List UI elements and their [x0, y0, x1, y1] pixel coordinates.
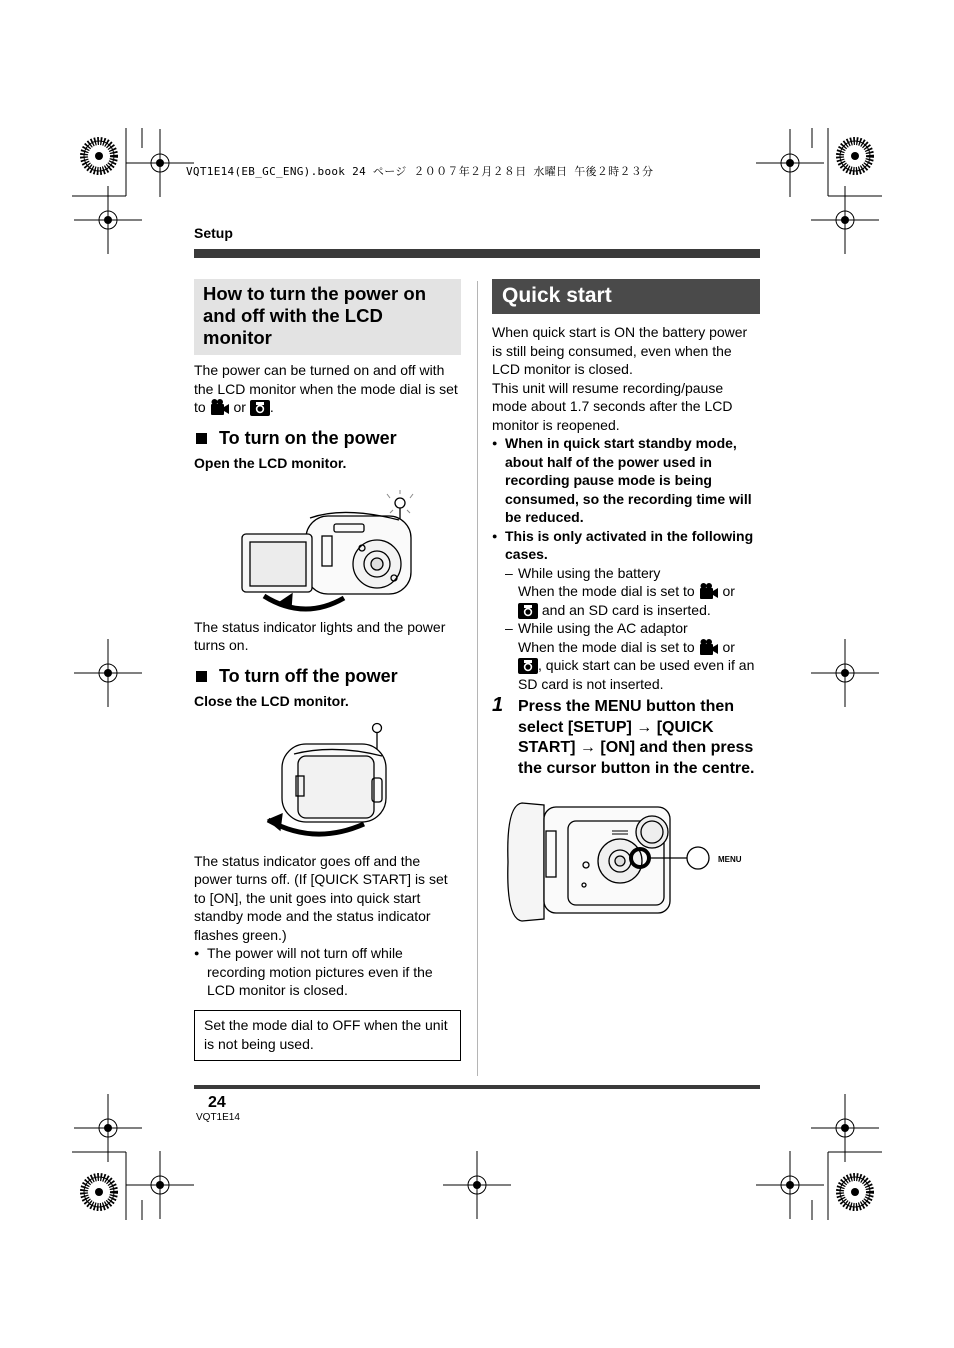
- top-rule: [194, 249, 760, 258]
- quick-start-para2: This unit will resume recording/pause mode about 1.7 seconds after the LCD monitor is reopened.: [492, 379, 733, 433]
- turn-on-result: The status indicator lights and the power turns on.: [194, 618, 446, 653]
- quick-start-bullet2: ● This is only activated in the following cases.: [492, 527, 760, 564]
- turn-off-bullet: ● The power will not turn off while recording motion pictures even if the LCD monitor is closed.: [194, 944, 461, 1000]
- video-camera-icon: [699, 583, 719, 600]
- right-column: [492, 279, 760, 929]
- turn-on-instruction: Open the LCD monitor.: [194, 454, 347, 471]
- turn-on-heading: To turn on the power: [194, 427, 461, 449]
- quick-start-bullet1: ● When in quick start standby mode, about half of the power used in recording pause mode is being consumed, so the recording time will be reduced.: [492, 434, 760, 527]
- power-intro: The power can be turned on and off with the LCD monitor when the mode dial is set to or .: [194, 362, 458, 415]
- case2-detail: When the mode dial is set to or , quick start can be used even if an SD card is not inserted.: [518, 638, 755, 692]
- turn-off-instruction: Close the LCD monitor.: [194, 692, 349, 709]
- turn-off-heading: To turn off the power: [194, 665, 461, 687]
- turn-off-result: The status indicator goes off and the power turns off. (If [QUICK START] is set to [ON], the unit goes into quick start standby mode and the status indicator flashes green.): [194, 852, 448, 943]
- column-divider: [477, 281, 478, 1076]
- quick-start-para1: When quick start is ON the battery power is still being consumed, even when the LCD monitor is closed.: [492, 324, 748, 377]
- square-bullet-icon: [196, 433, 207, 444]
- case1-title: – While using the battery: [505, 564, 661, 581]
- still-camera-icon: [250, 399, 270, 416]
- video-camera-icon: [210, 399, 230, 416]
- menu-label: MENU: [718, 855, 742, 864]
- power-heading: How to turn the power on and off with the LCD monitor: [194, 279, 461, 355]
- camera-open-illustration: [194, 476, 461, 616]
- page-number: 24: [208, 1094, 226, 1111]
- quick-start-heading: Quick start: [492, 279, 760, 314]
- still-camera-icon: [518, 602, 538, 619]
- still-camera-icon: [518, 657, 538, 674]
- left-column: [194, 279, 461, 1061]
- square-bullet-icon: [196, 671, 207, 682]
- step-1: 1 Press the MENU button then select [SETUP] → [QUICK START] → [ON] and then press the cursor button in the centre.: [492, 694, 755, 777]
- case1-detail: When the mode dial is set to or and an SD card is inserted.: [518, 583, 735, 618]
- note-box: Set the mode dial to OFF when the unit is not being used.: [194, 1010, 461, 1061]
- menu-button-illustration: [492, 799, 760, 929]
- section-label: Setup: [194, 225, 233, 241]
- video-camera-icon: [699, 639, 719, 656]
- camera-close-illustration: [194, 714, 461, 844]
- case2-title: – While using the AC adaptor: [505, 620, 688, 636]
- page-code: VQT1E14: [196, 1112, 240, 1123]
- print-header: VQT1E14(EB_GC_ENG).book 24 ページ ２００７年２月２８日 水曜日 午後２時２３分: [186, 165, 654, 178]
- bottom-rule: [194, 1085, 760, 1089]
